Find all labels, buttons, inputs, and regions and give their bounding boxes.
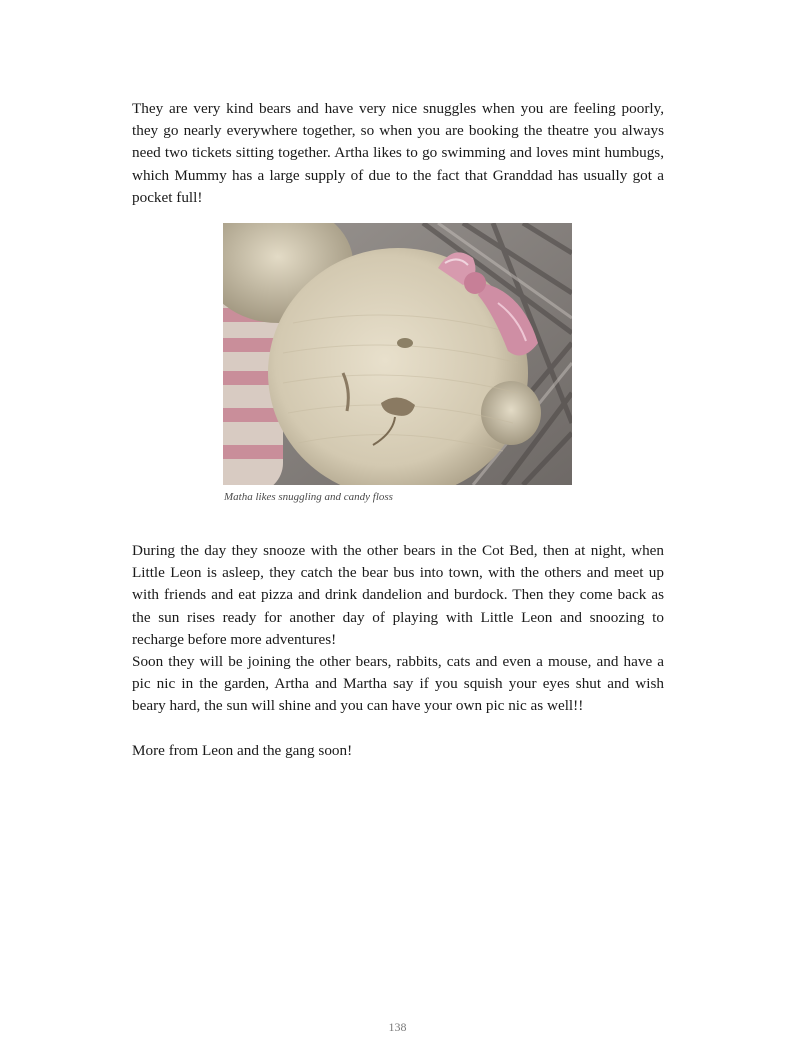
teddy-bear-photo (223, 223, 572, 485)
paragraph-pic-nic: Soon they will be joining the other bears, rabbits, cats and even a mouse, and have a pic nic in the garden, Artha and Martha say if you squish your eyes shut and wish beary hard, the sun will shine and you can have your own pic nic as well!! (132, 653, 664, 715)
photo-caption: Matha likes snuggling and candy floss (224, 491, 393, 503)
paragraph-day-snooze: During the day they snooze with the other bears in the Cot Bed, then at night, when Little Leon is asleep, they catch the bear bus into town, with the others and meet up with friends and eat pizza and drink dandelion and burdock. Then they come back as the sun rises ready for another day of playing with Little Leon and snoozing to recharge before more adventures! (132, 542, 664, 648)
teddy-bear-illustration (223, 223, 572, 485)
paragraph-closing: More from Leon and the gang soon! (132, 742, 353, 759)
page-number: 138 (388, 1020, 407, 1034)
paragraph-bears-kind: They are very kind bears and have very nice snuggles when you are feeling poorly, they go nearly everywhere together, so when you are booking the theatre you always need two tickets sitting together. Artha likes to go swimming and loves mint humbugs, which Mummy has a large supply of due to the fact that Granddad has usually got a pocket full! (132, 100, 664, 206)
